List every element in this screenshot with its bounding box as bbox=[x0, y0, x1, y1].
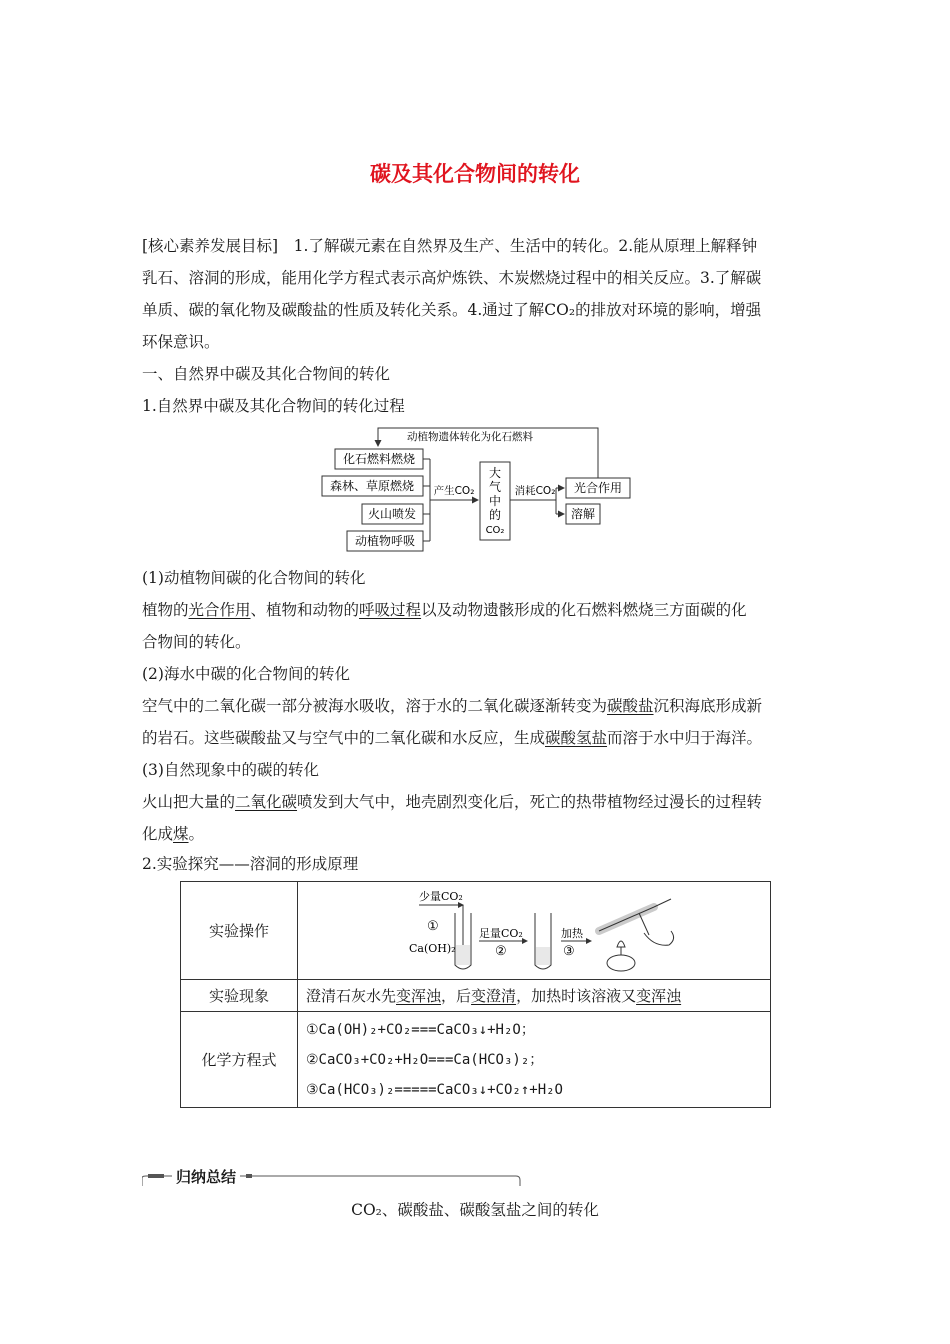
summary-header bbox=[142, 1166, 522, 1190]
goals-line-3: 单质、碳的氧化物及碳酸盐的性质及转化关系。4.通过了解CO₂的排放对环境的影响，增强 bbox=[142, 301, 762, 319]
center-char-1: 大 bbox=[488, 466, 502, 480]
goals-line-4: 环保意识。 bbox=[142, 333, 220, 351]
text: 澄清石灰水先 bbox=[306, 987, 397, 1005]
center-char-4: 的 bbox=[488, 508, 502, 522]
source-label-4: 动植物呼吸 bbox=[354, 534, 416, 548]
step-2-marker: ② bbox=[495, 943, 507, 959]
row-label-operation: 实验操作 bbox=[181, 882, 298, 980]
goals-line-1: [核心素养发展目标] 1.了解碳元素在自然界及生产、生活中的转化。2.能从原理上解释钟 bbox=[142, 237, 758, 255]
summary-label: 归纳总结 bbox=[172, 1166, 240, 1187]
part1-line-1 bbox=[142, 598, 747, 620]
sink-label-1: 光合作用 bbox=[573, 481, 623, 495]
row-label-observation: 实验现象 bbox=[181, 980, 298, 1012]
part1-line-2: 合物间的转化。 bbox=[142, 633, 251, 651]
source-label-2: 森林、草原燃烧 bbox=[329, 479, 415, 493]
carbon-cycle-diagram bbox=[310, 422, 650, 552]
answer-turbid: 变浑浊 bbox=[396, 987, 442, 1005]
text: 以及动物遗骸形成的化石燃料燃烧三方面碳的化 bbox=[421, 601, 747, 619]
part3-line-1 bbox=[142, 790, 762, 812]
summary-title: CO₂、碳酸盐、碳酸氢盐之间的转化 bbox=[351, 1201, 599, 1219]
center-char-5: CO₂ bbox=[485, 525, 505, 536]
part3-line-2 bbox=[142, 822, 204, 844]
text: 沉积海底形成新 bbox=[653, 697, 763, 715]
text: 、植物和动物的 bbox=[250, 601, 360, 619]
part2-line-1 bbox=[142, 694, 762, 716]
goals-line-2: 乳石、溶洞的形成，能用化学方程式表示高炉炼铁、木炭燃烧过程中的相关反应。3.了解碳 bbox=[142, 269, 762, 287]
source-label-1: 化石燃料燃烧 bbox=[342, 452, 416, 466]
text: 的岩石。这些碳酸盐又与空气中的二氧化碳和水反应，生成 bbox=[142, 729, 546, 747]
caoh2-label: Ca(OH)₂ bbox=[409, 941, 456, 955]
step-1-marker: ① bbox=[427, 918, 439, 934]
enough-co2-label: 足量CO₂ bbox=[479, 926, 523, 940]
source-label-3: 火山喷发 bbox=[367, 507, 417, 521]
observation-cell bbox=[298, 980, 771, 1012]
table-row bbox=[181, 882, 771, 980]
answer-photosynthesis: 光合作用 bbox=[188, 601, 251, 619]
row-label-equation: 化学方程式 bbox=[181, 1012, 298, 1108]
table-row bbox=[181, 1012, 771, 1108]
text: 化成 bbox=[142, 825, 174, 843]
equation-3: ③Ca(HCO₃)₂=====CaCO₃↓+CO₂↑+H₂O bbox=[306, 1081, 563, 1098]
part3-heading: (3)自然现象中的碳的转化 bbox=[142, 761, 319, 779]
text: 。 bbox=[188, 825, 205, 843]
answer-carbonate: 碳酸盐 bbox=[607, 697, 654, 715]
answer-bicarbonate: 碳酸氢盐 bbox=[545, 729, 608, 747]
part2-heading: (2)海水中碳的化合物间的转化 bbox=[142, 665, 350, 683]
center-char-3: 中 bbox=[488, 494, 502, 508]
section-heading-1: 一、自然界中碳及其化合物间的转化 bbox=[142, 365, 391, 383]
part1-heading: (1)动植物间碳的化合物间的转化 bbox=[142, 569, 366, 587]
text: 植物的 bbox=[142, 601, 189, 619]
text: 空气中的二氧化碳一部分被海水吸收，溶于水的二氧化碳逐渐转变为 bbox=[142, 697, 608, 715]
small-co2-label: 少量CO₂ bbox=[419, 889, 463, 903]
answer-coal: 煤 bbox=[173, 825, 189, 843]
text: 火山把大量的 bbox=[142, 793, 236, 811]
step-3-marker: ③ bbox=[563, 943, 575, 959]
experiment-figure-cell bbox=[298, 882, 771, 980]
text: ，后 bbox=[441, 987, 472, 1005]
sink-label-2: 溶解 bbox=[570, 507, 596, 521]
equations-cell bbox=[298, 1012, 771, 1108]
answer-respiration: 呼吸过程 bbox=[359, 601, 422, 619]
answer-co2: 二氧化碳 bbox=[235, 793, 298, 811]
page-title: 碳及其化合物间的转化 bbox=[370, 161, 580, 186]
answer-clear: 变澄清 bbox=[471, 987, 517, 1005]
text: ，加热时该溶液又 bbox=[516, 987, 637, 1005]
diagram-top-label: 动植物遗体转化为化石燃料 bbox=[407, 431, 533, 443]
equation-2: ②CaCO₃+CO₂+H₂O===Ca(HCO₃)₂； bbox=[306, 1051, 544, 1068]
text: 喷发到大气中，地壳剧烈变化后，死亡的热带植物经过漫长的过程转 bbox=[297, 793, 763, 811]
produce-co2-label: 产生CO₂ bbox=[433, 485, 475, 497]
experiment-apparatus-figure bbox=[299, 885, 769, 977]
text: 而溶于水中归于海洋。 bbox=[607, 729, 763, 747]
part2-line-2 bbox=[142, 726, 762, 748]
answer-turbid-again: 变浑浊 bbox=[636, 987, 682, 1005]
consume-co2-label: 消耗CO₂ bbox=[514, 485, 556, 497]
experiment-table bbox=[180, 881, 771, 1108]
subsection-heading-2: 2.实验探究——溶洞的形成原理 bbox=[142, 855, 359, 873]
subsection-heading-1: 1.自然界中碳及其化合物间的转化过程 bbox=[142, 397, 405, 415]
heating-apparatus bbox=[599, 899, 674, 971]
equation-1: ①Ca(OH)₂+CO₂===CaCO₃↓+H₂O； bbox=[306, 1021, 535, 1038]
table-row bbox=[181, 980, 771, 1012]
heat-label: 加热 bbox=[561, 926, 583, 940]
center-char-2: 气 bbox=[488, 480, 502, 494]
